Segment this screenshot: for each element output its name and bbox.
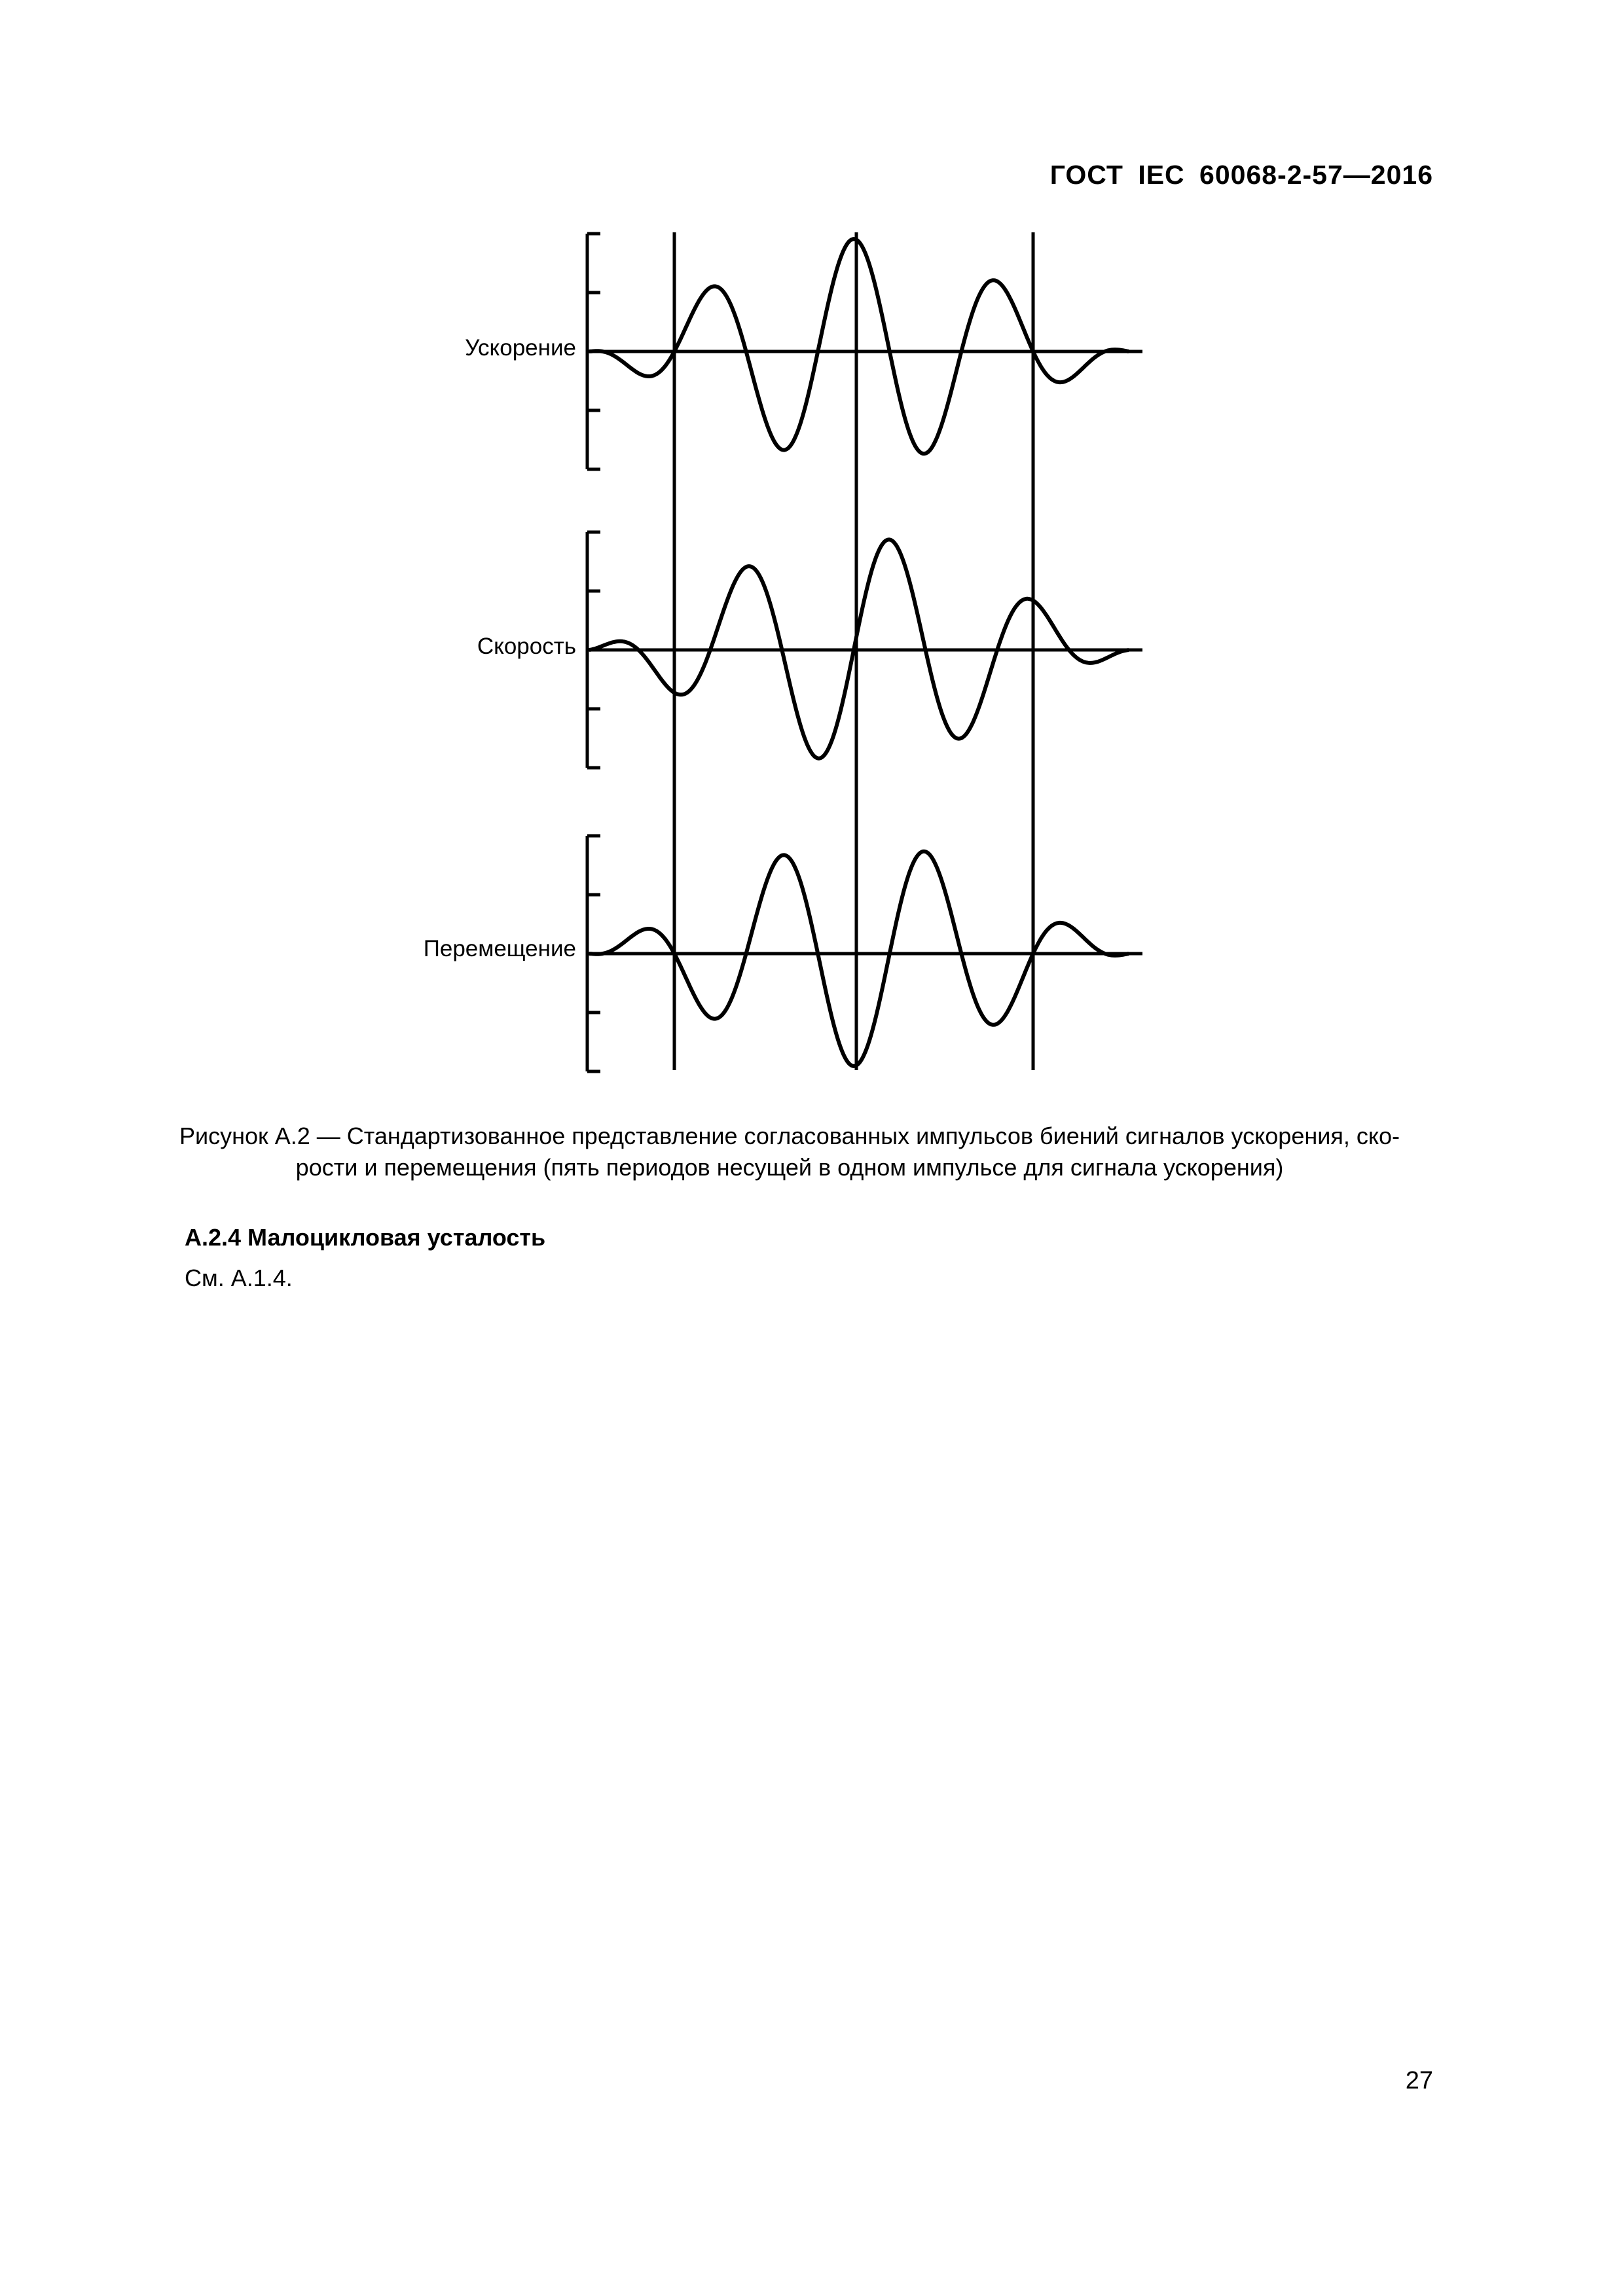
label-acceleration: Ускорение	[465, 335, 576, 361]
displacement-waveform	[589, 852, 1129, 1066]
acceleration-waveform	[589, 239, 1129, 454]
caption-line-1: Рисунок А.2 — Стандартизованное представление согласованных импульсов биений сигналов ускорения, ско-	[179, 1122, 1400, 1149]
section-text: См. А.1.4.	[185, 1265, 293, 1291]
figure-a2	[0, 0, 1623, 1113]
figure-caption	[135, 1121, 1444, 1183]
waveform-plot	[0, 0, 1623, 1113]
page-number: 27	[1405, 2067, 1433, 2094]
label-displacement: Перемещение	[423, 936, 576, 961]
section-heading: А.2.4 Малоцикловая усталость	[185, 1224, 546, 1251]
caption-line-2: рости и перемещения (пять периодов несущей в одном импульсе для сигнала ускорения)	[295, 1154, 1284, 1181]
label-velocity: Скорость	[477, 634, 576, 659]
document-header: ГОСТ IEC 60068-2-57—2016	[1049, 160, 1433, 190]
